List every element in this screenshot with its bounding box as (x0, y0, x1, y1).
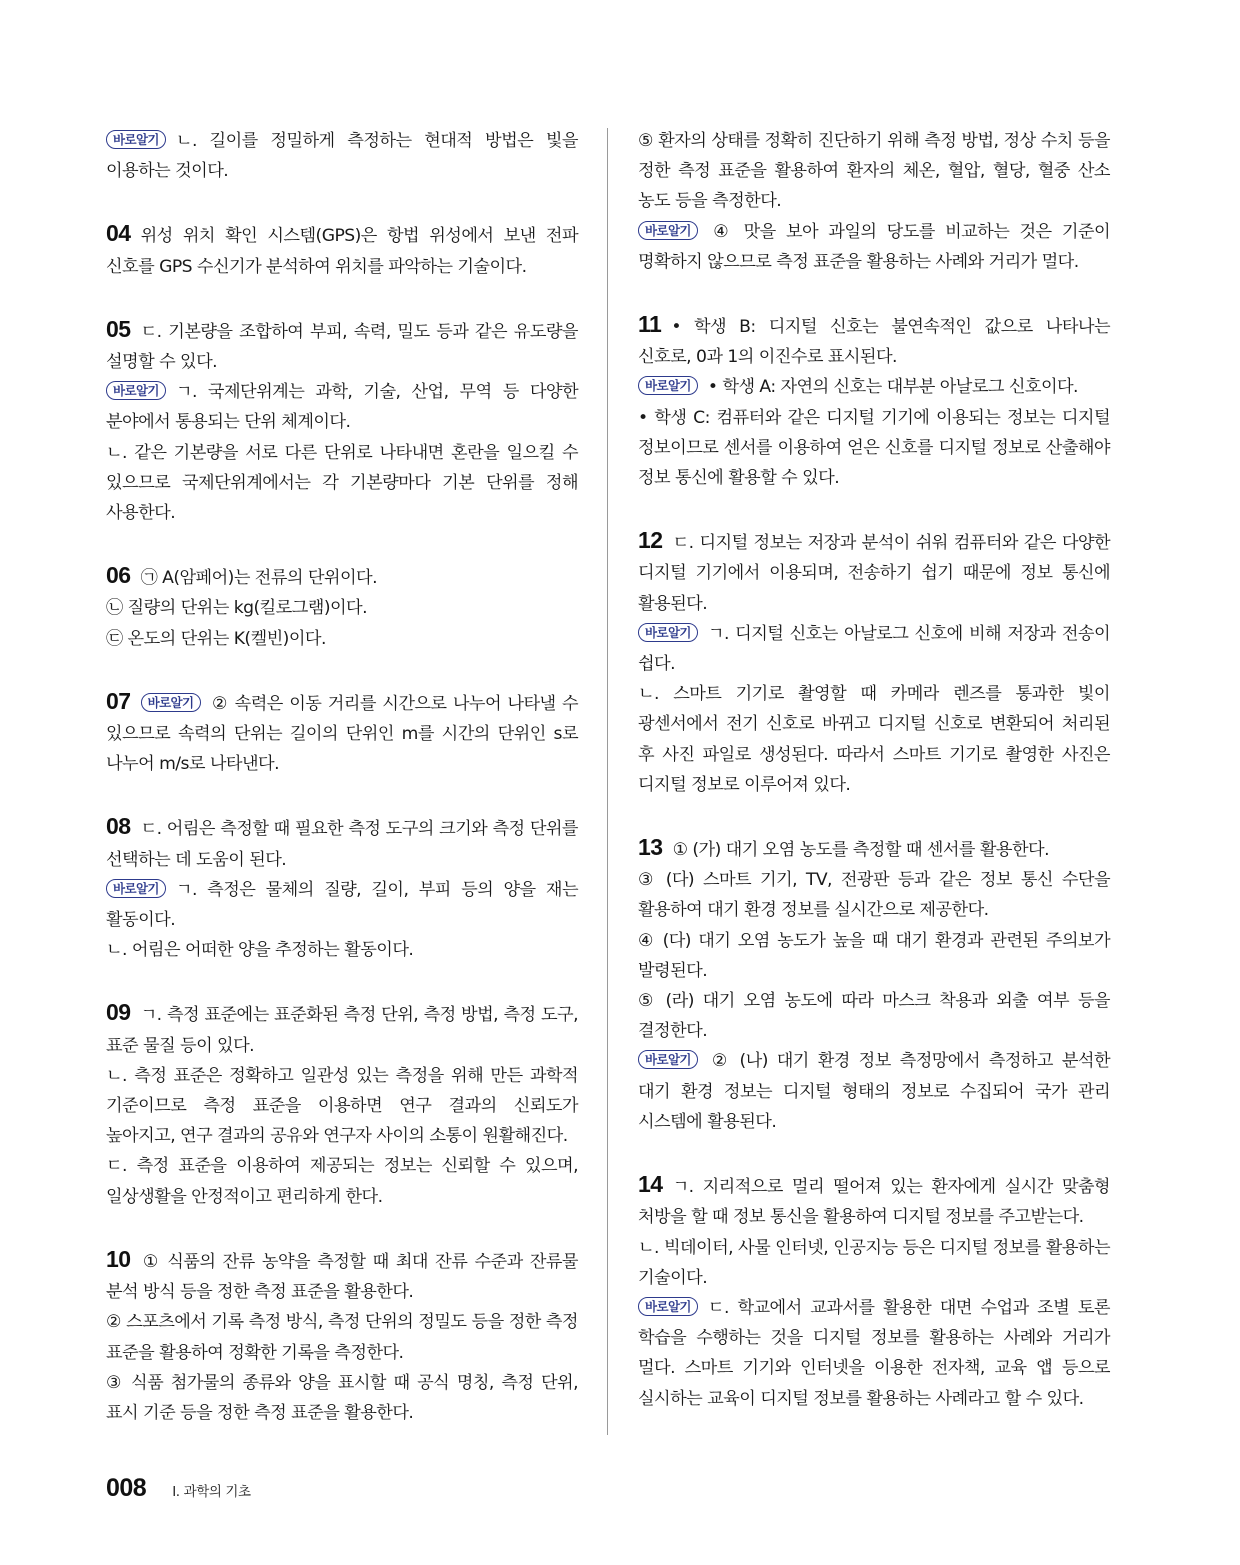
question-number: 11 (638, 311, 662, 338)
explanation-line: ③ 식품 첨가물의 종류와 양을 표시할 때 공식 명칭, 측정 단위, 표시 기준 등을 정한 측정 표준을 활용한다. (106, 1372, 578, 1423)
question-number: 05 (106, 315, 131, 342)
column-divider (607, 128, 608, 1435)
explanation-line: ⑤ 환자의 상태를 정확히 진단하기 위해 측정 방법, 정상 수치 등을 정한 측정 표준을 활용하여 환자의 체온, 혈압, 혈당, 혈중 산소 농도 등을 측정한다. (638, 131, 1110, 212)
answer-07 (106, 686, 578, 780)
explanation-line: ㉢ 온도의 단위는 K(켈빈)이다. (106, 628, 326, 649)
correction-badge: 바로알기 (141, 693, 201, 712)
explanation-line: ④ (다) 대기 오염 농도가 높을 때 대기 환경과 관련된 주의보가 발령된다. (638, 930, 1110, 981)
explanation-line: 바로알기 ㄱ. 디지털 신호는 아날로그 신호에 비해 저장과 전송이 쉽다. (638, 623, 1110, 675)
explanation-line: 바로알기 ㄱ. 측정은 물체의 질량, 길이, 부피 등의 양을 재는 활동이다. (106, 879, 578, 931)
explanation-line: 10 ① 식품의 잔류 농약을 측정할 때 최대 잔류 수준과 잔류물 분석 방식 등을 정한 측정 표준을 활용한다. (106, 1245, 578, 1303)
answer-11 (638, 309, 1110, 493)
answer-13 (638, 832, 1110, 1137)
explanation-line: 05 ㄷ. 기본량을 조합하여 부피, 속력, 밀도 등과 같은 유도량을 설명할 수 있다. (106, 315, 578, 373)
question-number: 10 (106, 1245, 131, 1272)
explanation-line: ㄴ. 스마트 기기로 촬영할 때 카메라 렌즈를 통과한 빛이 광센서에서 전기 신호로 바뀌고 디지털 신호로 변환되어 처리된 후 사진 파일로 생성된다. 따라서 스마트 기기로 촬영한 사진은 디지털 정보로 이루어져 있다. (638, 684, 1110, 795)
explanation-line: ㉡ 질량의 단위는 kg(킬로그램)이다. (106, 598, 368, 619)
explanation-line: ㄴ. 빅데이터, 사물 인터넷, 인공지능 등은 디지털 정보를 활용하는 기술이다. (638, 1237, 1110, 1288)
page-number: 008 (106, 1474, 147, 1502)
explanation-line: ㄷ. 측정 표준을 이용하여 제공되는 정보는 신뢰할 수 있으며, 일상생활을 안정적이고 편리하게 한다. (106, 1156, 578, 1207)
page-footer (106, 1474, 251, 1503)
answer-12 (638, 525, 1110, 800)
explanation-line: ㄴ. 같은 기본량을 서로 다른 단위로 나타내면 혼란을 일으킬 수 있으므로 국제단위계에서는 각 기본량마다 기본 단위를 정해 사용한다. (106, 442, 578, 524)
question-number: 14 (638, 1171, 663, 1198)
right-column (638, 126, 1110, 1414)
question-number: 06 (106, 562, 131, 589)
left-column (106, 126, 578, 1428)
answer-08 (106, 811, 578, 965)
answer-10 (106, 1244, 578, 1428)
question-number: 12 (638, 527, 663, 554)
chapter-title: I. 과학의 기초 (172, 1484, 251, 1500)
explanation-line: 바로알기 ④ 맛을 보아 과일의 당도를 비교하는 것은 기준이 명확하지 않으므로 측정 표준을 활용하는 사례와 거리가 멀다. (638, 221, 1110, 272)
explanation-line: ㄴ. 어림은 어떠한 양을 추정하는 활동이다. (106, 940, 414, 961)
explanation-line: • 학생 C: 컴퓨터와 같은 디지털 기기에 이용되는 정보는 디지털 정보이므로 센서를 이용하여 얻은 신호를 디지털 정보로 산출해야 정보 통신에 활용할 수 있다. (638, 407, 1110, 489)
explanation-line: ㄴ. 측정 표준은 정확하고 일관성 있는 측정을 위해 만든 과학적 기준이므로 측정 표준을 이용하면 연구 결과의 신뢰도가 높아지고, 연구 결과의 공유와 연구자 사이의 소통이 원활해진다. (106, 1065, 578, 1147)
explanation-line: 09 ㄱ. 측정 표준에는 표준화된 측정 단위, 측정 방법, 측정 도구, 표준 물질 등이 있다. (106, 999, 578, 1056)
question-number: 13 (638, 834, 663, 861)
explanation-line: 06 ㉠ A(암페어)는 전류의 단위이다. (106, 562, 377, 589)
correction-badge: 바로알기 (638, 221, 698, 240)
explanation-line: 바로알기 ㄱ. 국제단위계는 과학, 기술, 산업, 무역 등 다양한 분야에서 통용되는 단위 체계이다. (106, 382, 578, 433)
explanation-line: 바로알기 ㄴ. 길이를 정밀하게 측정하는 현대적 방법은 빛을 이용하는 것이다. (106, 131, 578, 182)
correction-badge: 바로알기 (638, 1297, 698, 1316)
explanation-line: 바로알기 ② (나) 대기 환경 정보 측정망에서 측정하고 분석한 대기 환경 정보는 디지털 형태의 정보로 수집되어 국가 관리 시스템에 활용된다. (638, 1051, 1110, 1132)
question-number: 09 (106, 999, 131, 1026)
question-number: 04 (106, 220, 131, 247)
explanation-line: 14 ㄱ. 지리적으로 멀리 떨어져 있는 환자에게 실시간 맞춤형 처방을 할 때 정보 통신을 활용하여 디지털 정보를 주고받는다. (638, 1171, 1110, 1228)
answer-05 (106, 314, 578, 528)
answer-09 (106, 997, 578, 1211)
answer-03-continued (106, 126, 578, 186)
explanation-line: ⑤ (라) 대기 오염 농도에 따라 마스크 착용과 외출 여부 등을 결정한다. (638, 991, 1110, 1042)
explanation-line: 바로알기 ㄷ. 학교에서 교과서를 활용한 대면 수업과 조별 토론 학습을 수행하는 것을 디지털 정보를 활용하는 사례와 거리가 멀다. 스마트 기기와 인터넷을 이용한 전자책, 교육 앱 등으로 실시하는 교육이 디지털 정보를 활용하는 사례라고 할 수 있다. (638, 1297, 1110, 1409)
correction-badge: 바로알기 (638, 376, 698, 395)
explanation-line: 07 바로알기 ② 속력은 이동 거리를 시간으로 나누어 나타낼 수 있으므로 속력의 단위는 길이의 단위인 m를 시간의 단위인 s로 나누어 m/s로 나타낸다. (106, 687, 578, 775)
explanation-line: 바로알기 • 학생 A: 자연의 신호는 대부분 아날로그 신호이다. (638, 372, 1110, 402)
correction-badge: 바로알기 (638, 1050, 698, 1069)
question-number: 07 (106, 687, 131, 714)
correction-badge: 바로알기 (106, 381, 166, 400)
question-number: 08 (106, 813, 131, 840)
explanation-line: 12 ㄷ. 디지털 정보는 저장과 분석이 쉬워 컴퓨터와 같은 다양한 디지털 기기에서 이용되며, 전송하기 쉽기 때문에 정보 통신에 활용된다. (638, 527, 1110, 614)
answer-14 (638, 1169, 1110, 1414)
explanation-line: 11 • 학생 B: 디지털 신호는 불연속적인 값으로 나타나는 신호로, 0과 1의 이진수로 표시된다. (638, 311, 1110, 368)
correction-badge: 바로알기 (638, 623, 698, 642)
explanation-line: 13 ① (가) 대기 오염 농도를 측정할 때 센서를 활용한다. (638, 834, 1049, 861)
explanation-line: 08 ㄷ. 어림은 측정할 때 필요한 측정 도구의 크기와 측정 단위를 선택하는 데 도움이 된다. (106, 813, 578, 870)
answer-04 (106, 218, 578, 281)
answer-06 (106, 560, 578, 654)
correction-badge: 바로알기 (106, 130, 166, 149)
explanation-line: 04 위성 위치 확인 시스템(GPS)은 항법 위성에서 보낸 전파 신호를 GPS 수신기가 분석하여 위치를 파악하는 기술이다. (106, 220, 578, 277)
explanation-line: ② 스포츠에서 기록 측정 방식, 측정 단위의 정밀도 등을 정한 측정 표준을 활용하여 정확한 기록을 측정한다. (106, 1312, 578, 1363)
explanation-line: ③ (다) 스마트 기기, TV, 전광판 등과 같은 정보 통신 수단을 활용하여 대기 환경 정보를 실시간으로 제공한다. (638, 870, 1110, 921)
correction-badge: 바로알기 (106, 879, 166, 898)
answer-10-continued (638, 126, 1110, 277)
